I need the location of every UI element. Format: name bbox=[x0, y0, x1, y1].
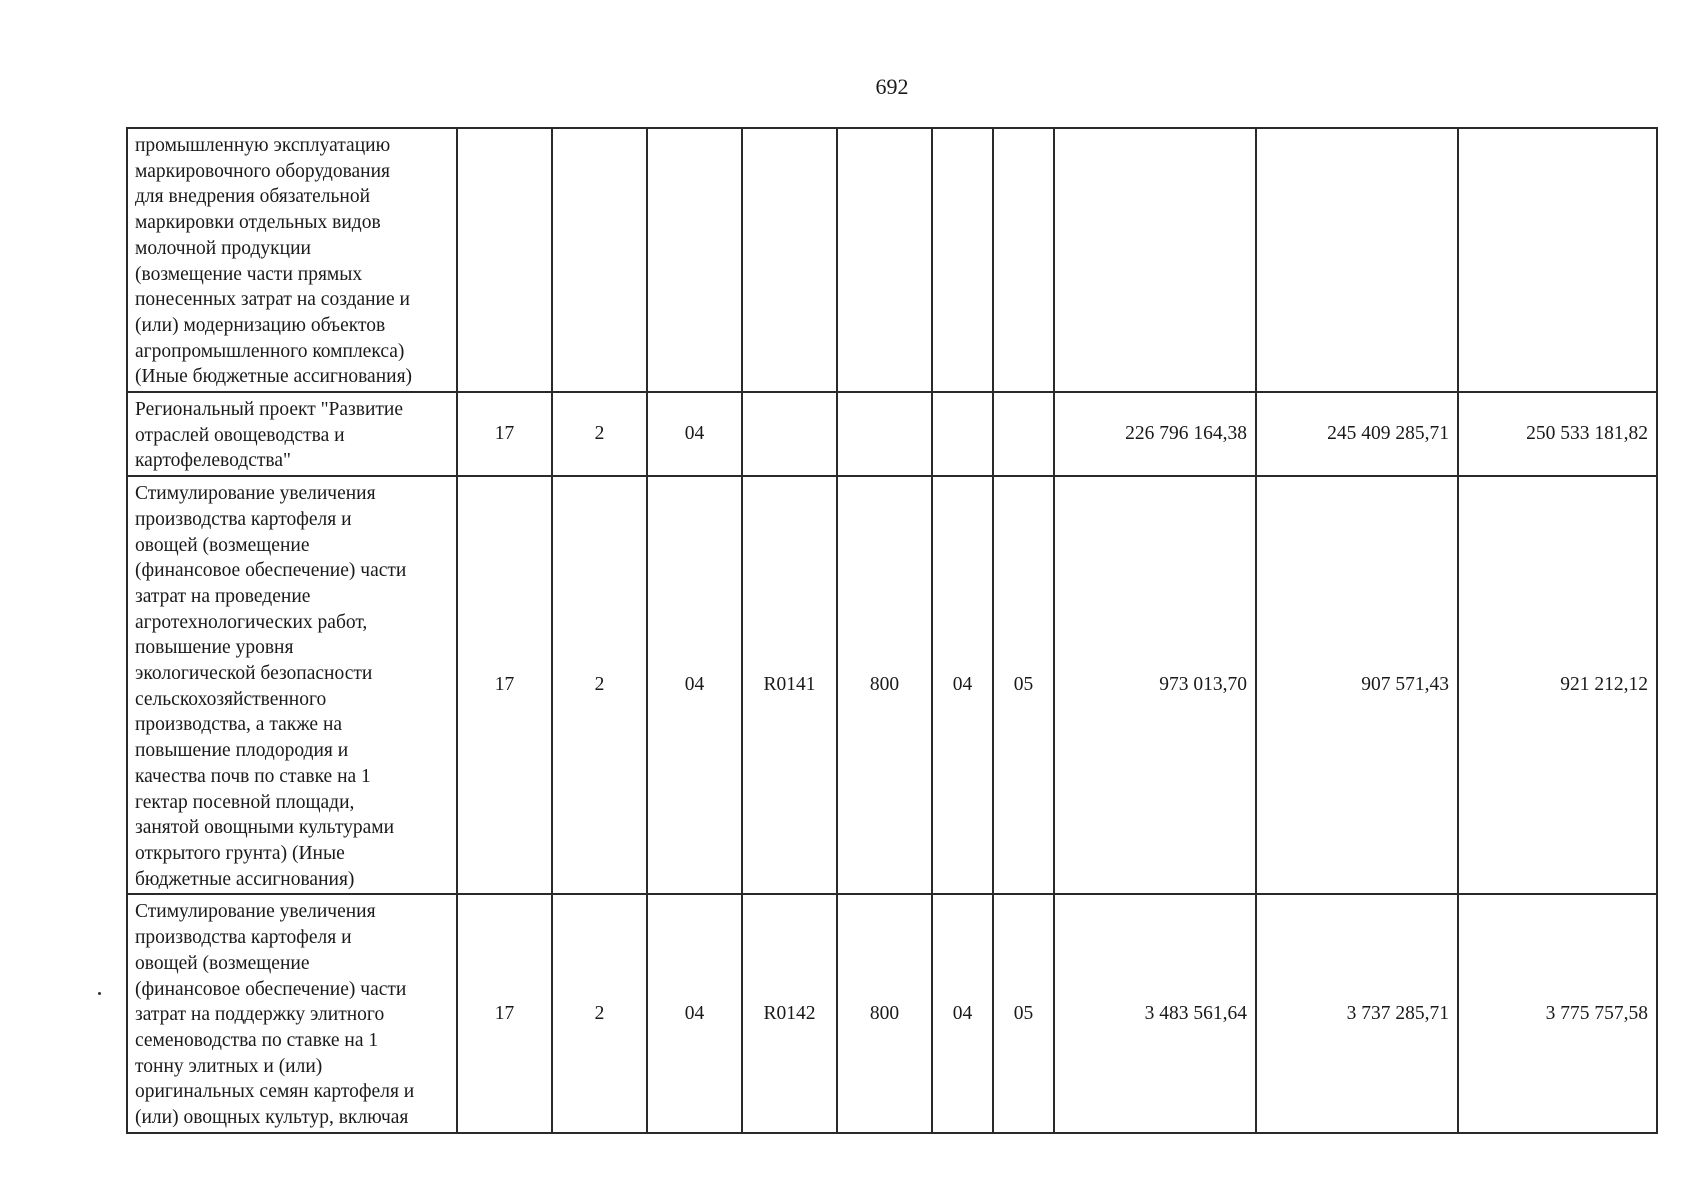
code-cell: 800 bbox=[837, 476, 932, 894]
code-cell: 2 bbox=[552, 894, 647, 1132]
code-cell: 2 bbox=[552, 392, 647, 476]
row-name-cell: Региональный проект "Развитие отраслей овощеводства и картофелеводства" bbox=[127, 392, 457, 476]
code-cell: 800 bbox=[837, 894, 932, 1132]
code-cell: 04 bbox=[647, 894, 742, 1132]
amount-cell: 250 533 181,82 bbox=[1458, 392, 1657, 476]
code-cell bbox=[993, 128, 1054, 392]
code-cell: 17 bbox=[457, 894, 552, 1132]
amount-cell: 3 737 285,71 bbox=[1256, 894, 1458, 1132]
code-cell bbox=[837, 128, 932, 392]
code-cell: 2 bbox=[552, 476, 647, 894]
amount-cell: 3 483 561,64 bbox=[1054, 894, 1256, 1132]
code-cell: 04 bbox=[932, 476, 993, 894]
table-row bbox=[127, 392, 1657, 476]
code-cell: 04 bbox=[932, 894, 993, 1132]
code-cell bbox=[932, 128, 993, 392]
code-cell: 05 bbox=[993, 476, 1054, 894]
code-cell: R0141 bbox=[742, 476, 837, 894]
amount-cell: 245 409 285,71 bbox=[1256, 392, 1458, 476]
row-name-cell: Стимулирование увеличения производства картофеля и овощей (возмещение (финансовое обеспечение) части затрат на проведение агротехнологических работ, повышение уровня экологической безопасности сельскохозяйственного производства, а также на повышение плодородия и качества почв по ставке на 1 гектар посевной площади, занятой овощными культурами открытого грунта) (Иные бюджетные ассигнования) bbox=[127, 476, 457, 894]
table-row bbox=[127, 894, 1657, 1132]
budget-table bbox=[126, 127, 1658, 1134]
amount-cell bbox=[1458, 128, 1657, 392]
amount-cell: 921 212,12 bbox=[1458, 476, 1657, 894]
row-name-cell: промышленную эксплуатацию маркировочного оборудования для внедрения обязательной маркировки отдельных видов молочной продукции (возмещение части прямых понесенных затрат на создание и (или) модернизацию объектов агропромышленного комплекса) (Иные бюджетные ассигнования) bbox=[127, 128, 457, 392]
code-cell bbox=[837, 392, 932, 476]
code-cell bbox=[742, 128, 837, 392]
code-cell: 17 bbox=[457, 476, 552, 894]
code-cell: 05 bbox=[993, 894, 1054, 1132]
page-number: 692 bbox=[875, 74, 909, 99]
code-cell: R0142 bbox=[742, 894, 837, 1132]
code-cell bbox=[552, 128, 647, 392]
amount-cell bbox=[1054, 128, 1256, 392]
code-cell bbox=[993, 392, 1054, 476]
amount-cell: 973 013,70 bbox=[1054, 476, 1256, 894]
code-cell bbox=[647, 128, 742, 392]
code-cell bbox=[932, 392, 993, 476]
code-cell: 17 bbox=[457, 392, 552, 476]
scan-artifact-dot bbox=[98, 992, 101, 995]
amount-cell: 907 571,43 bbox=[1256, 476, 1458, 894]
table-row bbox=[127, 128, 1657, 392]
code-cell bbox=[457, 128, 552, 392]
table-row bbox=[127, 476, 1657, 894]
amount-cell: 226 796 164,38 bbox=[1054, 392, 1256, 476]
code-cell bbox=[742, 392, 837, 476]
code-cell: 04 bbox=[647, 476, 742, 894]
amount-cell bbox=[1256, 128, 1458, 392]
row-name-cell: Стимулирование увеличения производства картофеля и овощей (возмещение (финансовое обеспечение) части затрат на поддержку элитного семеноводства по ставке на 1 тонну элитных и (или) оригинальных семян картофеля и (или) овощных культур, включая bbox=[127, 894, 457, 1132]
code-cell: 04 bbox=[647, 392, 742, 476]
amount-cell: 3 775 757,58 bbox=[1458, 894, 1657, 1132]
